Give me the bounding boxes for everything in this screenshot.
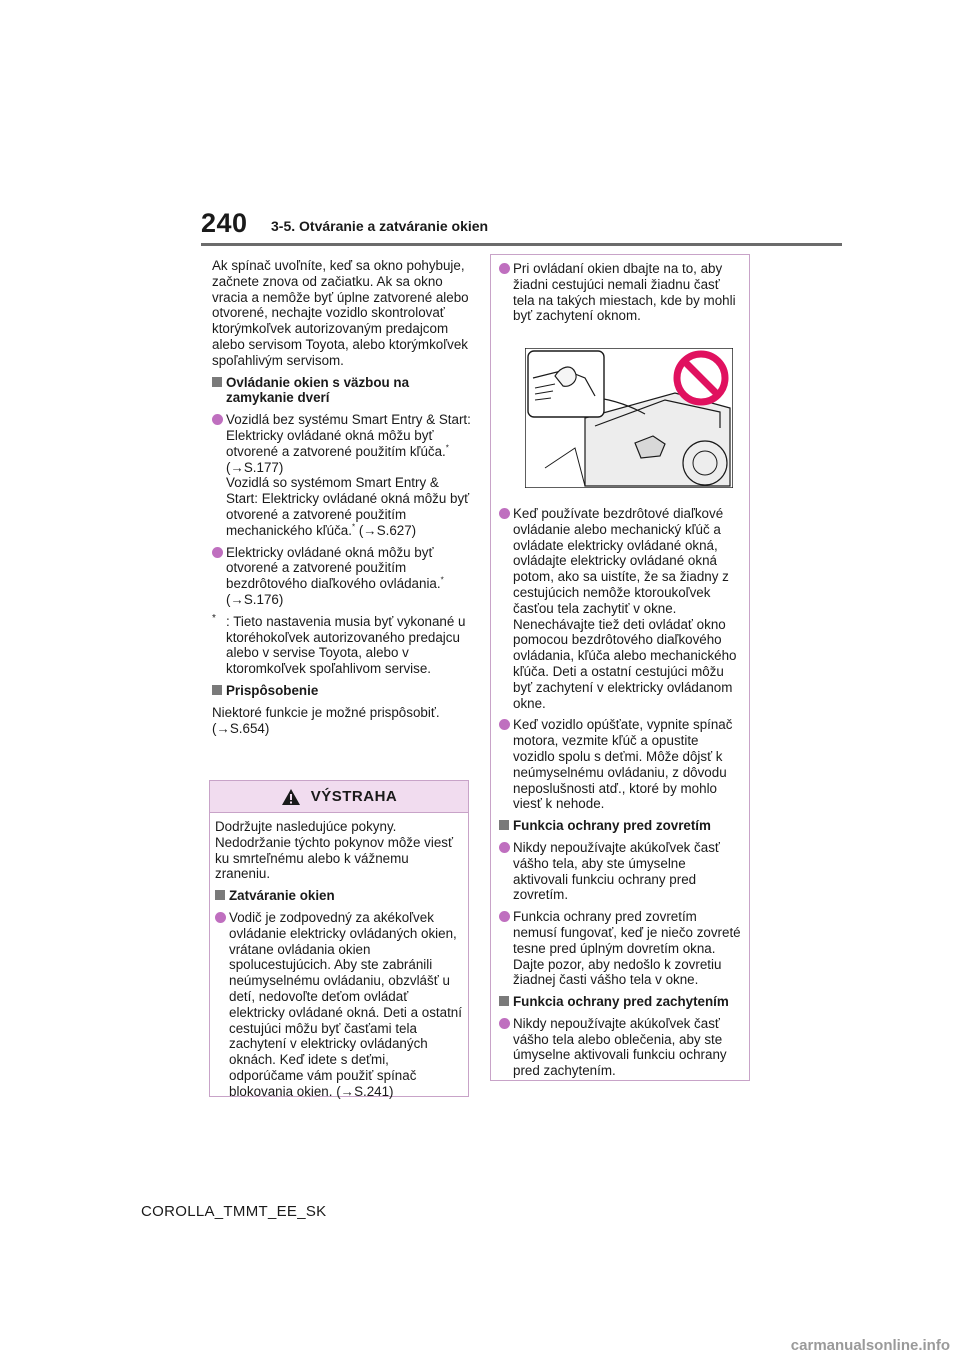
round-bullet-icon (499, 263, 510, 274)
warning-intro: Dodržujte nasledujúce pokyny. Nedodržanie týchto pokynov môže viesť ku smrteľnému alebo k vážnemu zraneniu. (215, 819, 453, 882)
warning-title: VÝSTRAHA (310, 787, 398, 805)
page-number: 240 (201, 208, 248, 238)
ref-link[interactable]: (→S.176) (226, 591, 284, 607)
bullet-remote (212, 545, 474, 608)
asterisk-mark: * (445, 443, 449, 453)
round-bullet-icon (499, 911, 510, 922)
bullet-catch-1-text: Nikdy nepoužívajte akúkoľvek časť vášho tela alebo oblečenia, aby ste úmyselne aktivovali funkciu ochrany pred zachytením. (513, 1015, 727, 1079)
square-bullet-icon (215, 890, 225, 900)
footnote-text: : Tieto nastavenia musia byť vykonané u ktoréhokoľvek autorizovaného predajcu alebo v servise Toyota, alebo v ktoromkoľvek spoľahlivom servise. (226, 613, 466, 677)
heading-door-lock (212, 375, 474, 407)
bullet-remote-text: Elektricky ovládané okná môžu byť otvorené a zatvorené použitím bezdrôtového diaľkového ovládania. (226, 544, 441, 592)
custom-text: Niektoré funkcie je možné prispôsobiť. (212, 704, 440, 720)
heading-jam-text: Funkcia ochrany pred zovretím (513, 818, 711, 834)
bullet-jam-2 (499, 909, 743, 988)
section-title: 3-5. Otváranie a zatváranie okien (271, 218, 489, 234)
bullet-exit (499, 717, 743, 812)
bullet-jam-2-text: Funkcia ochrany pred zovretím nemusí fungovať, keď je niečo zovreté tesne pred úplným dovretím okna. Dajte pozor, aby nedošlo k zovretiu žiadnej časti vášho tela v okne. (513, 909, 741, 988)
square-bullet-icon (499, 996, 509, 1006)
bullet-caught-text: Pri ovládaní okien dbajte na to, aby žiadni cestujúci nemali žiadnu časť tela na takých miestach, kde by mohli byť zachytení oknom. (513, 261, 736, 324)
bullet-driver-text: Vodič je zodpovedný za akékoľvek ovládanie elektricky ovládaných okien, vrátane ovládania okien spolucestujúcich. Aby ste zabránili neúmyselnému ovládaniu, obzvlášť u detí, nedovoľte deťom ovládať elektricky ovládané okná. Deti a ostatní cestujúci môžu byť časťami tela zachytení v elektricky ovládaných oknách. Keď idete s deťmi, odporúčame vám použiť spínač blokovania okien. (229, 909, 462, 1099)
bullet-smart-entry (212, 412, 474, 538)
warning-box (209, 780, 469, 1097)
square-bullet-icon (499, 820, 509, 830)
watermark: carmanualsonline.info (790, 1337, 950, 1354)
footnote (212, 614, 474, 677)
round-bullet-icon (499, 1018, 510, 1029)
warning-header (210, 781, 468, 813)
square-bullet-icon (212, 685, 222, 695)
heading-door-lock-text: Ovládanie okien s väzbou na zamykanie dverí (226, 374, 410, 406)
heading-custom (212, 683, 474, 699)
ref-link[interactable]: (→S.627) (358, 522, 417, 538)
bullet-remote-control (499, 506, 743, 711)
round-bullet-icon (499, 719, 510, 730)
bullet-driver (215, 910, 462, 1100)
bullet-remote-control-text: Keď používate bezdrôtové diaľkové ovládanie alebo mechanický kľúč a ovládate elektricky ovládané okná, ovládajte elektricky ovládané okná potom, ako sa uistíte, že sa žiadny z cestujúcich nemôže ktoroukoľvek časťou tela zachytiť v okne. Nenechávajte tiež deti ovládať okno pomocou bezdrôtového diaľkového ovládania, kľúča alebo mechanického kľúča. Deti a ostatní cestujúci môžu byť zachytení v elektricky ovládanom okne. (513, 505, 737, 711)
round-bullet-icon (499, 508, 510, 519)
bullet-smart-entry-b-text: Vozidlá so systémom Smart Entry & Start: Elektricky ovládané okná môžu byť otvorené a zatvorené použitím mechanického kľúča. (226, 475, 470, 538)
heading-catch-text: Funkcia ochrany pred zachytením (513, 994, 729, 1010)
round-bullet-icon (215, 912, 226, 923)
heading-custom-text: Prispôsobenie (226, 682, 319, 698)
bullet-exit-text: Keď vozidlo opúšťate, vypnite spínač motora, vezmite kľúč a opustite vozidlo spolu s deťmi. Môže dôjsť k neúmyselnému ovládaniu, z dôvodu neposlušnosti atď., ktoré by mohlo viesť k nehode. (513, 717, 733, 812)
heading-jam (499, 818, 743, 834)
bullet-jam-1-text: Nikdy nepoužívajte akúkoľvek časť vášho tela, aby ste úmyselne aktivovali funkciu ochrany pred zovretím. (513, 839, 720, 903)
ref-link[interactable]: (→S.177) (226, 459, 284, 475)
asterisk-mark: * (351, 522, 356, 532)
header-rule (201, 243, 842, 246)
square-bullet-icon (212, 377, 222, 387)
window-hazard-illustration (525, 348, 733, 488)
bullet-smart-entry-a-text: Vozidlá bez systému Smart Entry & Start: Elektricky ovládané okná môžu byť otvorené a zatvorené použitím kľúča. (226, 412, 471, 459)
bullet-jam-1 (499, 840, 743, 903)
heading-closing-text: Zatváranie okien (229, 888, 335, 904)
custom-paragraph (212, 705, 474, 737)
ref-link[interactable]: (→S.654) (212, 720, 270, 736)
bullet-catch-1 (499, 1016, 743, 1079)
round-bullet-icon (212, 414, 223, 425)
intro-paragraph: Ak spínač uvoľníte, keď sa okno pohybuje, začnete znova od začiatku. Ak sa okno vracia a nemôže byť úplne zatvorené alebo otvorené, nechajte vozidlo skontrolovať ktorýmkoľvek autorizovaným predajcom alebo servisom Toyota, alebo ktorýmkoľvek spoľahlivým servisom. (212, 258, 469, 368)
asterisk-mark: * (440, 575, 444, 585)
warning-triangle-icon (281, 788, 301, 806)
left-column (212, 258, 474, 742)
bullet-caught (499, 261, 743, 324)
heading-catch (499, 994, 743, 1010)
round-bullet-icon (499, 842, 510, 853)
footer-doc-code: COROLLA_TMMT_EE_SK (141, 1203, 327, 1220)
heading-closing (215, 888, 462, 904)
round-bullet-icon (212, 547, 223, 558)
footnote-marker: * (212, 612, 216, 624)
warning-body (210, 813, 468, 1100)
right-column-box (490, 254, 750, 1081)
ref-link[interactable]: (→S.241) (336, 1083, 394, 1099)
